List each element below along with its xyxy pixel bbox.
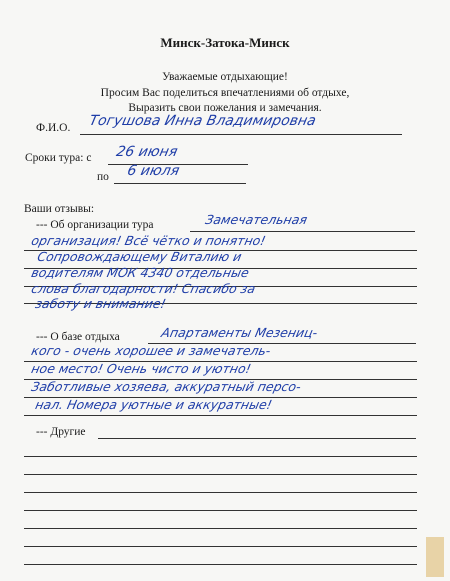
other-line bbox=[24, 456, 417, 457]
other-label: --- Другие bbox=[36, 426, 86, 438]
to-label: по bbox=[97, 171, 109, 183]
other-line bbox=[24, 510, 417, 511]
base-handwriting-line: кого - очень хорошее и замечатель- bbox=[30, 343, 273, 358]
org-handwriting-line: Замечательная bbox=[204, 212, 309, 227]
base-line bbox=[24, 415, 417, 416]
org-handwriting-line: Сопровождающему Виталию и bbox=[36, 249, 244, 264]
other-line bbox=[24, 564, 417, 565]
dates-label: Сроки тура: с bbox=[25, 152, 92, 164]
date-from-handwriting: 26 июня bbox=[114, 144, 179, 160]
base-handwriting-line: ное место! Очень чисто и уютно! bbox=[30, 361, 253, 376]
date-to-line bbox=[114, 183, 246, 184]
other-line bbox=[24, 528, 417, 529]
fio-line bbox=[80, 134, 402, 135]
org-handwriting-line: заботу и внимание! bbox=[34, 296, 168, 311]
org-label: --- Об организации тура bbox=[36, 219, 154, 231]
form-title: Минск-Затока-Минск bbox=[160, 35, 290, 50]
org-handwriting-line: слова благодарности! Спасибо за bbox=[30, 281, 257, 296]
other-line bbox=[98, 438, 416, 439]
request-line-2: Выразить свои пожелания и замечания. bbox=[128, 102, 322, 114]
org-handwriting-line: организация! Всё чётко и понятно! bbox=[30, 233, 268, 248]
request-line-1: Просим Вас поделиться впечатлениями об отдыхе, bbox=[100, 87, 350, 99]
other-line bbox=[24, 546, 417, 547]
base-handwriting-line: Заботливые хозяева, аккуратный персо- bbox=[30, 379, 303, 394]
date-to-handwriting: 6 июля bbox=[125, 163, 181, 179]
org-line bbox=[190, 231, 415, 232]
org-handwriting-line: водителям МОК 4340 отдельные bbox=[30, 265, 251, 280]
base-handwriting-line: Апартаменты Мезениц- bbox=[160, 325, 320, 340]
fio-label: Ф.И.О. bbox=[36, 122, 71, 134]
base-handwriting-line: нал. Номера уютные и аккуратные! bbox=[34, 397, 274, 412]
reviews-label: Ваши отзывы: bbox=[24, 203, 95, 215]
other-line bbox=[24, 474, 417, 475]
corner-stamp bbox=[426, 537, 444, 577]
other-line bbox=[24, 492, 417, 493]
greeting: Уважаемые отдыхающие! bbox=[162, 71, 288, 83]
base-label: --- О базе отдыха bbox=[36, 331, 120, 343]
fio-handwriting: Тогушова Инна Владимировна bbox=[87, 113, 318, 129]
